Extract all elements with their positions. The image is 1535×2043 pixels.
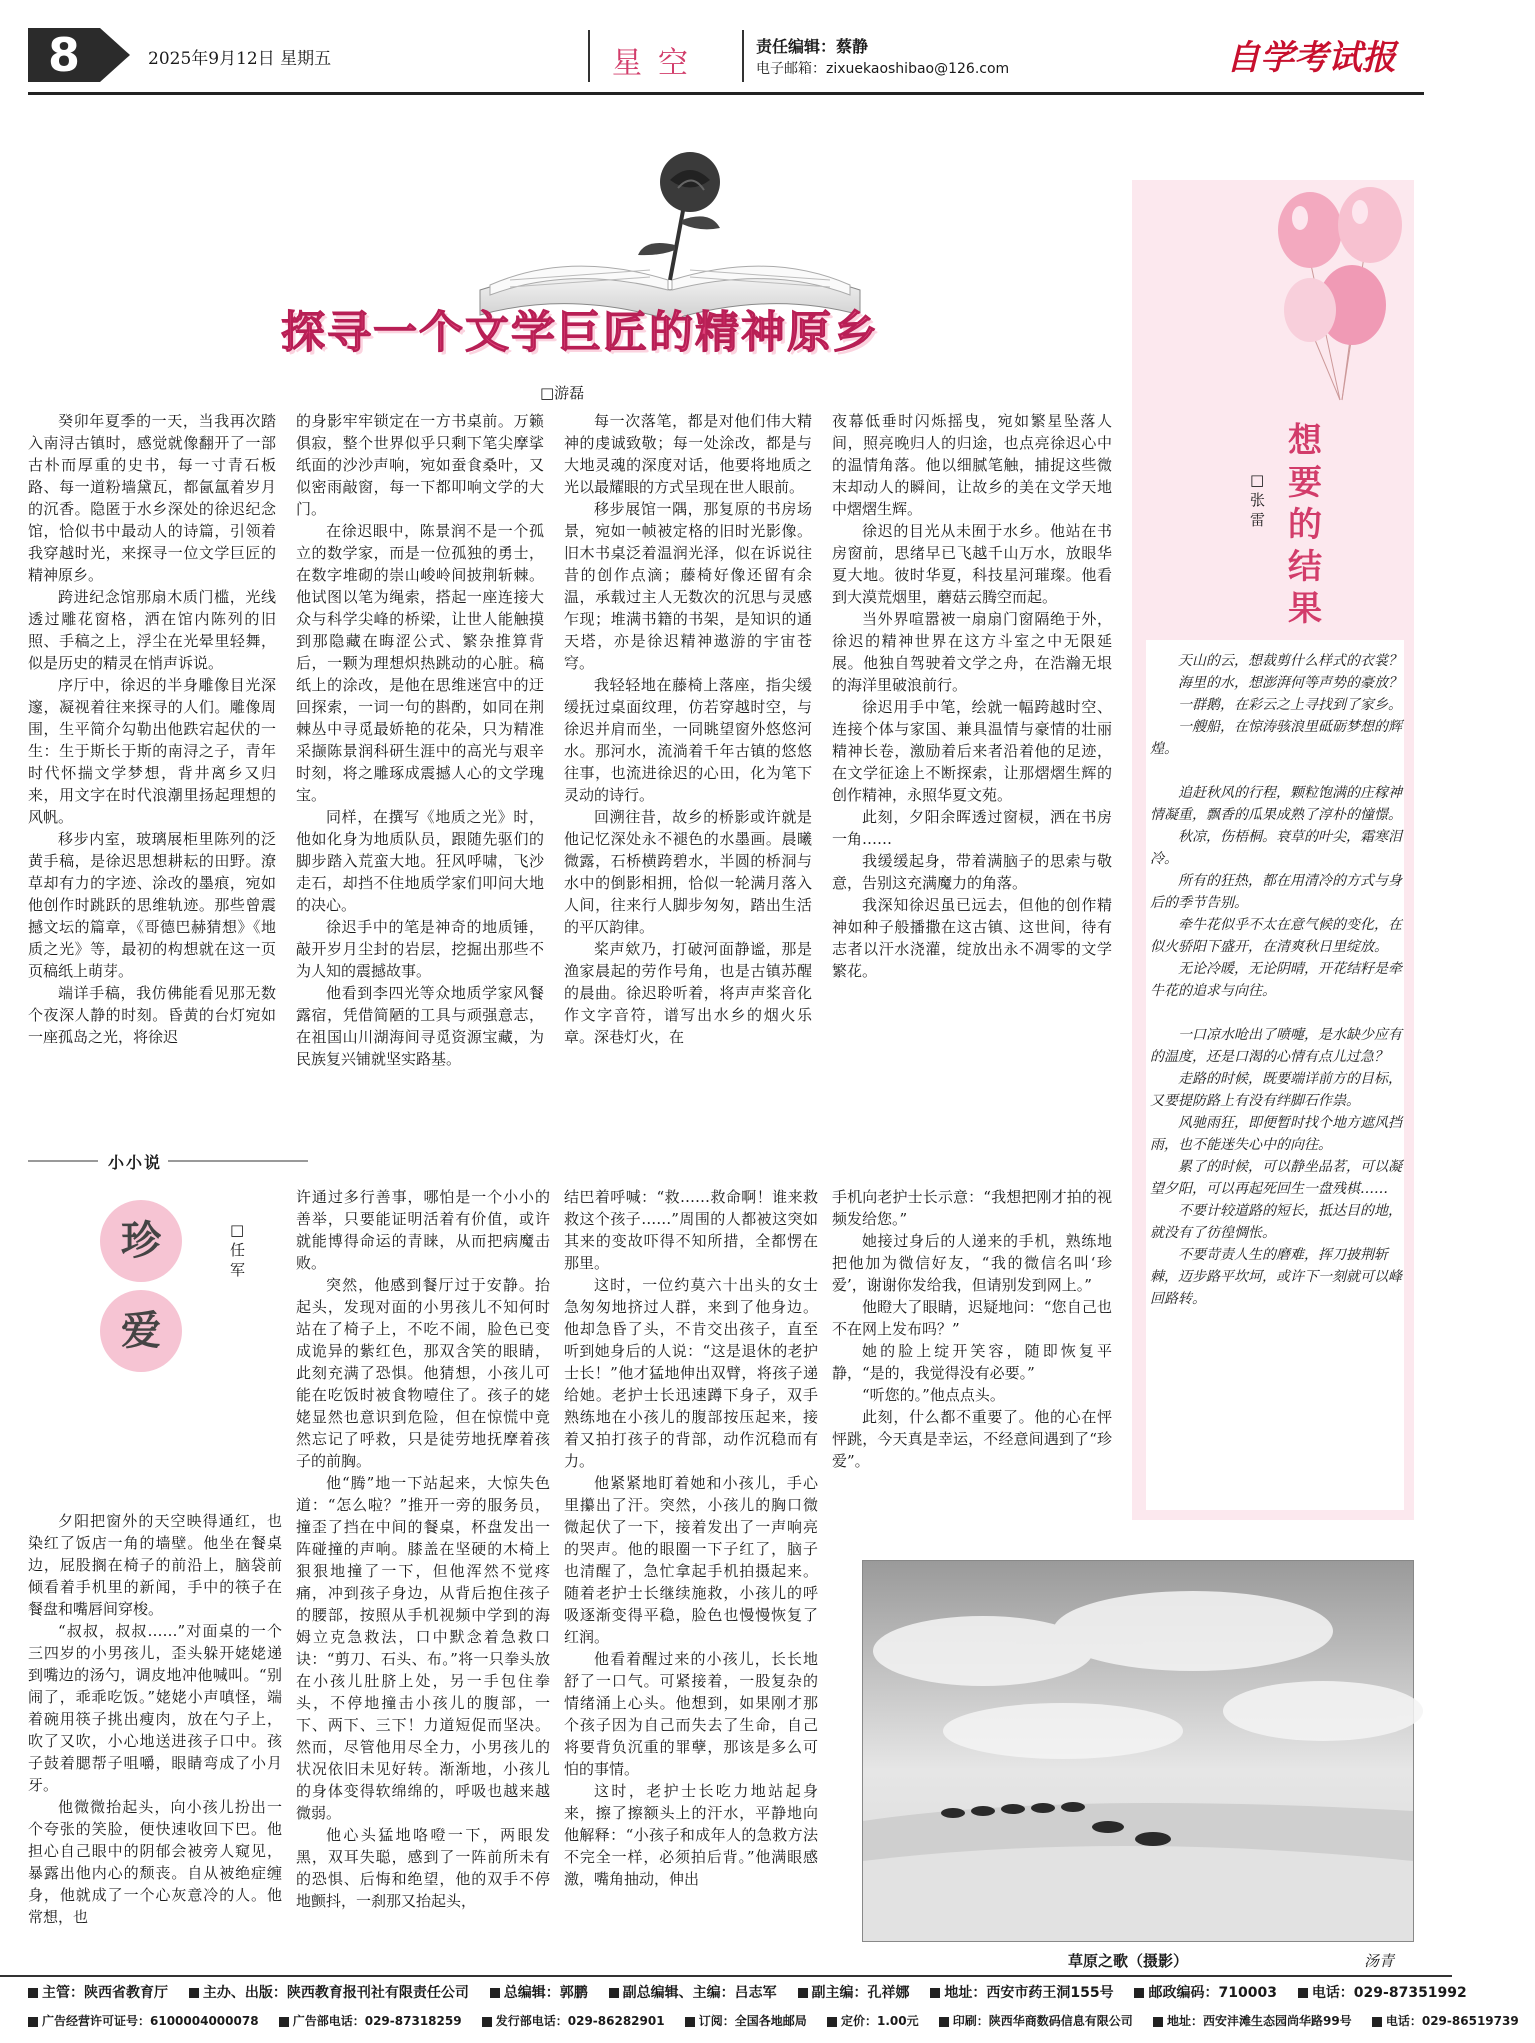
stanza-gap [1150,760,1402,782]
paragraph: 每一次落笔，都是对他们伟大精神的虔诚致敬；每一处涂改，都是与大地灵魂的深度对话，他要将地质之光以最耀眼的方式呈现在世人眼前。 [564,412,812,496]
page-number: 8 [28,28,100,82]
paragraph: 夜幕低垂时闪烁摇曳，宛如繁星坠落人间，照亮晚归人的归途，也点亮徐迟心中的温情角落。他以细腻笔触，捕捉这些微末却动人的瞬间，让故乡的美在文学天地中熠熠生辉。 [832,412,1112,518]
paragraph: 他看到李四光等众地质学家风餐露宿，凭借简陋的工具与顽强意志，在祖国山川湖海间寻觅资源宝藏，为民族复兴铺就坚实路基。 [296,984,544,1068]
feature-column-1 [28,410,276,1048]
poem-line: 无论冷暖，无论阴晴，开花结籽是牵牛花的追求与向往。 [1150,961,1402,999]
story-column-4 [832,1186,1112,1472]
story-title-char: 爱 [100,1290,182,1372]
story-title-char: 珍 [100,1200,182,1282]
footer-rule [0,1975,1452,1977]
poem-line: 天山的云，想裁剪什么样式的衣裳？ [1178,653,1402,669]
paragraph: 移步内室，玻璃展柜里陈列的泛黄手稿，是徐迟思想耕耘的田野。潦草却有力的字迹、涂改的墨痕，宛如他创作时跳跃的思维轨迹。那些曾震撼文坛的篇章，《哥德巴赫猜想》《地质之光》等，最初的构想就在这一页页稿纸上萌芽。 [28,830,276,980]
paragraph: 的身影牢牢锁定在一方书桌前。万籁俱寂，整个世界似乎只剩下笔尖摩挲纸面的沙沙声响，宛如蚕食桑叶，又似密雨敲窗，每一下都叩响文学的大门。 [296,412,544,518]
footer-item: 印刷：陕西华商数码信息有限公司 [939,2014,1133,2028]
section-rule [168,1160,308,1162]
paragraph: 此刻，什么都不重要了。他的心在怦怦跳，今天真是幸运，不经意间遇到了“珍爱”。 [832,1408,1112,1470]
footer-item: 发行部电话：029-86282901 [482,2014,665,2028]
feature-column-4 [832,410,1112,982]
editor-name: 责任编辑：蔡静 [756,37,869,56]
paragraph: 手机向老护士长示意：“我想把刚才拍的视频发给您。” [832,1188,1112,1228]
story-column-3 [564,1186,818,1890]
paragraph: 他瞪大了眼睛，迟疑地问：“您自己也不在网上发布吗？” [832,1298,1112,1338]
poem-line: 累了的时候，可以静坐品茗，可以凝望夕阳，可以再起死回生一盘残棋…… [1150,1159,1402,1197]
poem-line: 秋凉，伤梧桐。衰草的叶尖，霜寒泪冷。 [1150,829,1402,867]
paragraph: 徐迟用手中笔，绘就一幅跨越时空、连接个体与家国、兼具温情与豪情的壮丽精神长卷，激励着后来者沿着他的足迹，在文学征途上不断探索，让那熠熠生辉的创作精神，永照华夏文苑。 [832,698,1112,804]
paragraph: 我缓缓起身，带着满脑子的思索与敬意，告别这充满魔力的角落。 [832,852,1112,892]
poem-line: 走路的时候，既要端详前方的目标，又要提防路上有没有绊脚石作祟。 [1150,1071,1402,1109]
paragraph: 她的脸上绽开笑容，随即恢复平静，“是的，我觉得没有必要。” [832,1342,1112,1382]
feature-byline: □游磊 [540,384,585,402]
paragraph: 许通过多行善事，哪怕是一个小小的善举，只要能证明活着有价值，或许就能博得命运的青睐，从而把病魔击败。 [296,1188,550,1272]
paragraph: 桨声欸乃，打破河面静谧，那是渔家晨起的劳作号角，也是古镇苏醒的晨曲。徐迟聆听着，将声声桨音化作文字音符，谱写出水乡的烟火乐章。深巷灯火，在 [564,940,812,1046]
balloons-illustration [1270,190,1410,420]
poem-text [1150,650,1402,1310]
story-column-2 [296,1186,550,1912]
paragraph: 序厅中，徐迟的半身雕像目光深邃，凝视着往来探寻的人们。雕像周围，生平简介勾勒出他跌宕起伏的一生：生于斯长于斯的南浔之子，青年时代怀揣文学梦想，背井离乡又归来，用文字在时代浪潮里扬起理想的风帆。 [28,676,276,826]
section-rule [28,1160,98,1162]
header-divider [588,30,590,82]
footer-item: 定价：1.00元 [827,2014,919,2028]
grassland-horses-photo [862,1560,1414,1942]
footer-item: 广告经营许可证号：6100004000078 [28,2014,259,2028]
paragraph: 他“腾”地一下站起来，大惊失色道：“怎么啦？”推开一旁的服务员，撞歪了挡在中间的餐桌，杯盘发出一阵碰撞的声响。膝盖在坚硬的木椅上狠狠地撞了一下，但他浑然不觉疼痛，冲到孩子身边，从背后抱住孩子的腰部，按照从手机视频中学到的海姆立克急救法，口中默念着急救口诀：“剪刀、石头、布。”将一只拳头放在小孩儿肚脐上处，另一手包住拳头，不停地撞击小孩儿的腹部，一下、两下、三下！力道短促而坚决。然而，尽管他用尽全力，小男孩儿的状况依旧未见好转。渐渐地，小孩儿的身体变得软绵绵的，呼吸也越来越微弱。 [296,1474,550,1822]
paragraph: “叔叔，叔叔……”对面桌的一个三四岁的小男孩儿，歪头躲开姥姥递到嘴边的汤勺，调皮地冲他喊叫。“别闹了，乖乖吃饭。”姥姥小声嗔怪，端着碗用筷子挑出瘦肉，放在勺子上，吹了又吹，小心地送进孩子口中。孩子鼓着腮帮子咀嚼，眼睛弯成了小月牙。 [28,1622,282,1794]
footer-item: 订阅：全国各地邮局 [685,2014,807,2028]
paragraph: 这时，老护士长吃力地站起身来，擦了擦额头上的汗水，平静地向他解释：“小孩子和成年人的急救方法不完全一样，必须拍后背。”他满眼感激，嘴角抽动，伸出 [564,1782,818,1888]
story-byline: □任军 [230,1221,246,1279]
photo-caption: 草原之歌（摄影） [1068,1952,1189,1970]
paragraph: 端详手稿，我仿佛能看见那无数个夜深人静的时刻。昏黄的台灯宛如一座孤岛之光，将徐迟 [28,984,276,1046]
section-title: 星空 [612,46,704,81]
header-rule [28,92,1424,95]
paragraph: 我深知徐迟虽已远去，但他的创作精神如种子般播撒在这古镇、这世间，待有志者以汗水浇灌，绽放出永不凋零的文学繁花。 [832,896,1112,980]
paragraph: 他紧紧地盯着她和小孩儿，手心里攥出了汗。突然，小孩儿的胸口微微起伏了一下，接着发出了一声响亮的哭声。他的眼圈一下子红了，脑子也清醒了，急忙拿起手机拍摄起来。随着老护士长继续施救，小孩儿的呼吸逐渐变得平稳，脸色也慢慢恢复了红润。 [564,1474,818,1646]
paragraph: 跨进纪念馆那扇木质门槛，光线透过雕花窗格，洒在馆内陈列的旧照、手稿之上，浮尘在光晕里轻舞，似是历史的精灵在悄声诉说。 [28,588,276,672]
footer-row-2 [28,2012,1519,2029]
paragraph: 徐迟手中的笔是神奇的地质锤，敲开岁月尘封的岩层，挖掘出那些不为人知的震撼故事。 [296,918,544,980]
footer-item: 副主编：孔祥娜 [798,1985,910,2001]
issue-date: 2025年9月12日 星期五 [148,49,332,69]
stanza-gap [1150,1002,1402,1024]
footer-item: 电话：029-87351992 [1298,1985,1467,2001]
paragraph: 移步展馆一隅，那复原的书房场景，宛如一帧被定格的旧时光影像。旧木书桌泛着温润光泽，似在诉说往昔的创作点滴；藤椅好像还留有余温，承载过主人无数次的沉思与灵感乍现；堆满书籍的书架，是知识的通天塔，亦是徐迟精神遨游的宇宙苍穹。 [564,500,812,672]
feature-title: 探寻一个文学巨匠的精神原乡 [281,307,879,358]
footer-item: 电话：029-86519739 [1372,2014,1519,2028]
page-number-arrow [100,28,130,82]
paragraph: 当外界喧嚣被一扇扇门窗隔绝于外，徐迟的精神世界在这方斗室之中无限延展。他独自驾驶着文学之舟，在浩瀚无垠的海洋里破浪前行。 [832,610,1112,694]
footer-item: 地址：西安市药王洞155号 [930,1985,1113,2001]
poem-line: 一艘船，在惊涛骇浪里砥砺梦想的辉煌。 [1150,719,1402,757]
footer-row-1 [28,1982,1467,2002]
poem-line: 风驰雨狂，即便暂时找个地方遮风挡雨，也不能迷失心中的向往。 [1150,1115,1402,1153]
paragraph: 他看着醒过来的小孩儿，长长地舒了一口气。可紧接着，一股复杂的情绪涌上心头。他想到，如果刚才那个孩子因为自己而失去了生命，自己将要背负沉重的罪孽，那该是多么可怕的事情。 [564,1650,818,1778]
paragraph: 回溯往昔，故乡的桥影或许就是他记忆深处永不褪色的水墨画。晨曦微露，石桥横跨碧水，半圆的桥洞与水中的倒影相拥，恰似一轮满月落入人间，往来行人脚步匆匆，踏出生活的平仄韵律。 [564,808,812,936]
footer-item: 主办、出版：陕西教育报刊社有限责任公司 [189,1985,469,2001]
paragraph: 他微微抬起头，向小孩儿扮出一个夸张的笑脸，便快速收回下巴。他担心自己眼中的阴郁会被旁人窥见，暴露出他内心的颓丧。自从被绝症缠身，他就成了一个心灰意冷的人。他常想，也 [28,1798,282,1926]
poem-line: 一口凉水呛出了喷嚏，是水缺少应有的温度，还是口渴的心情有点儿过急？ [1150,1027,1402,1065]
header-divider [742,30,744,82]
footer-item: 主管：陕西省教育厅 [28,1985,168,2001]
newspaper-logo: 自学考试报 [1226,38,1396,78]
sidebar-author: □张雷 [1250,471,1266,529]
footer-item: 地址：西安沣滩生态园尚华路99号 [1153,2014,1352,2028]
paragraph: 癸卯年夏季的一天，当我再次踏入南浔古镇时，感觉就像翻开了一部古朴而厚重的史书，每一寸青石板路、每一道粉墙黛瓦，都氤氲着岁月的沉香。隐匿于水乡深处的徐迟纪念馆，恰似书中最动人的诗篇，引领着我穿越时光，来探寻一位文学巨匠的精神原乡。 [28,412,276,584]
paragraph: 我轻轻地在藤椅上落座，指尖缓缓抚过桌面纹理，仿若穿越时空，与徐迟并肩而坐，一同眺望窗外悠悠河水。那河水，流淌着千年古镇的悠悠往事，也流进徐迟的心田，化为笔下灵动的诗行。 [564,676,812,804]
poem-line: 不要计较道路的短长，抵达目的地，就没有了彷徨惆怅。 [1150,1203,1402,1241]
poem-line: 追赶秋风的行程，颗粒饱满的庄稼神情凝重，飘香的瓜果成熟了淳朴的憧憬。 [1150,785,1402,823]
footer-item: 副总编辑、主编：吕志军 [609,1985,777,2001]
editor-email: 电子邮箱：zixuekaoshibao@126.com [756,61,1010,77]
paragraph: 她接过身后的人递来的手机，熟练地把他加为微信好友，“我的微信名叫‘珍爱’，谢谢你发给我，但请别发到网上。” [832,1232,1112,1294]
paragraph: 夕阳把窗外的天空映得通红，也染红了饭店一角的墙壁。他坐在餐桌边，屁股搁在椅子的前沿上，脑袋前倾看着手机里的新闻，手中的筷子在餐盘和嘴唇间穿梭。 [28,1512,282,1618]
paragraph: “听您的。”他点点头。 [862,1386,1005,1404]
feature-column-3 [564,410,812,1048]
paragraph: 在徐迟眼中，陈景润不是一个孤立的数学家，而是一位孤独的勇士，在数字堆砌的崇山峻岭间披荆斩棘。他试图以笔为绳索，搭起一座连接大众与科学尖峰的桥梁，让世人能触摸到那隐藏在晦涩公式、繁杂推算背后，一颗为理想炽热跳动的心脏。稿纸上的涂改，是他在思维迷宫中的迂回探索，一词一句的斟酌，如同在荆棘丛中寻觅最娇艳的花朵，只为精准采撷陈景润科研生涯中的高光与艰辛时刻，将之雕琢成震撼人心的文学瑰宝。 [296,522,544,804]
story-column-1 [28,1510,282,1928]
footer-item: 广告部电话：029-87318259 [279,2014,462,2028]
poem-line: 不要苛责人生的磨难，挥刀披荆斩棘，迈步路平坎坷，或许下一刻就可以峰回路转。 [1150,1247,1402,1307]
paragraph: 这时，一位约莫六十出头的女士急匆匆地挤过人群，来到了他身边。他却急昏了头，不肯交出孩子，直至听到她身后的人说：“这是退休的老护士长！”他才猛地伸出双臂，将孩子递给她。老护士长迅速蹲下身子，双手熟练地在小孩儿的腹部按压起来，接着又拍打孩子的背部，动作沉稳而有力。 [564,1276,818,1470]
story-section-label: 小小说 [108,1153,163,1172]
paragraph: 突然，他感到餐厅过于安静。抬起头，发现对面的小男孩儿不知何时站在了椅子上，不吃不闹，脸色已变成诡异的紫红色，那双含笑的眼睛，此刻充满了恐惧。他猜想，小孩儿可能在吃饭时被食物噎住了。孩子的姥姥显然也意识到危险，但在惊慌中竟然忘记了呼救，只是徒劳地抚摩着孩子的前胸。 [296,1276,550,1470]
poem-line: 海里的水，想澎湃何等声势的豪放？ [1178,675,1402,691]
poem-line: 一群鹅，在彩云之上寻找到了家乡。 [1178,697,1402,713]
photographer-name: 汤青 [1364,1952,1395,1970]
feature-column-2 [296,410,544,1070]
paragraph: 结巴着呼喊：“救……救命啊！谁来救救这个孩子……”周围的人都被这突如其来的变故吓得不知所措，全都愣在那里。 [564,1188,818,1272]
poem-line: 所有的狂热，都在用清冷的方式与身后的季节告别。 [1150,873,1402,911]
sidebar-title: 想要的结果 [1288,421,1322,629]
footer-item: 邮政编码：710003 [1134,1985,1276,2001]
paragraph: 徐迟的目光从未囿于水乡。他站在书房窗前，思绪早已飞越千山万水，放眼华夏大地。彼时华夏，科技星河璀璨。他看到大漠荒烟里，蘑菇云腾空而起。 [832,522,1112,606]
paragraph: 他心头猛地咯噔一下，两眼发黑，双耳失聪，感到了一阵前所未有的恐惧、后悔和绝望，他的双手不停地颤抖，一刹那又抬起头， [296,1826,550,1910]
poem-line: 牵牛花似乎不太在意气候的变化，在似火骄阳下盛开，在清爽秋日里绽放。 [1150,917,1402,955]
paragraph: 此刻，夕阳余晖透过窗棂，洒在书房一角…… [832,808,1112,848]
paragraph: 同样，在撰写《地质之光》时，他如化身为地质队员，跟随先驱们的脚步踏入荒蛮大地。狂风呼啸，飞沙走石，却挡不住地质学家们叩问大地的决心。 [296,808,544,914]
footer-item: 总编辑：郭鹏 [490,1985,588,2001]
